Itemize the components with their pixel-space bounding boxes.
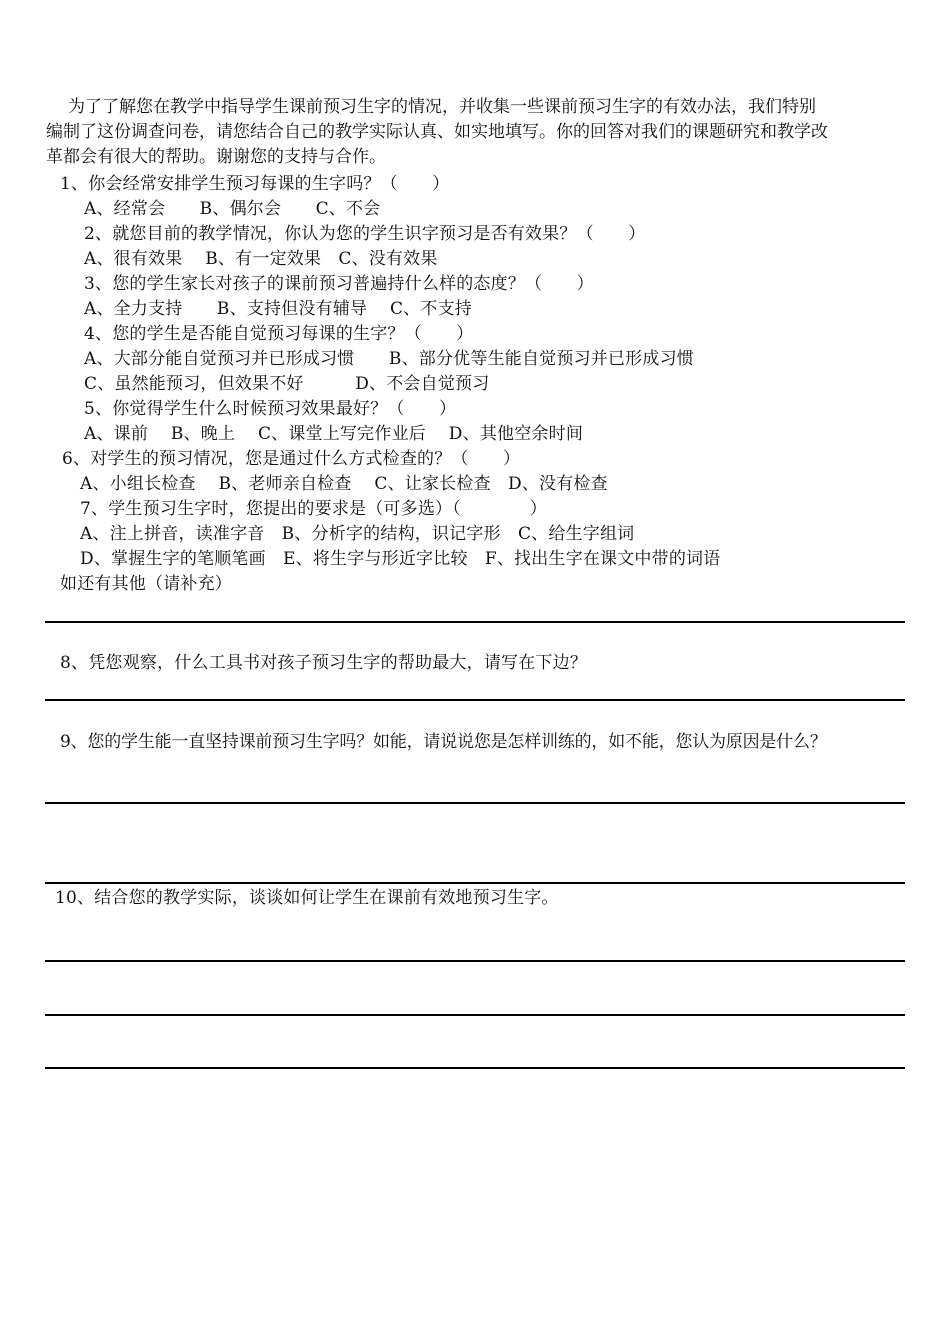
answer-line[interactable]: [45, 621, 905, 623]
intro-line: 编制了这份调查问卷，请您结合自己的教学实际认真、如实地填写。你的回答对我们的课题研究和教学改: [46, 122, 828, 142]
question-6-options: A、小组长检查 B、老师亲自检查 C、让家长检查 D、没有检查: [80, 474, 608, 494]
answer-line[interactable]: [45, 802, 905, 804]
question-9: 9、您的学生能一直坚持课前预习生字吗？如能，请说说您是怎样训练的，如不能，您认为原因是什么？: [60, 732, 827, 752]
question-3: 3、您的学生家长对孩子的课前预习普遍持什么样的态度？（ ）: [84, 274, 594, 294]
question-3-options: A、全力支持 B、支持但没有辅导 C、不支持: [84, 299, 472, 319]
question-7-other-prompt: 如还有其他（请补充）: [60, 574, 232, 594]
intro-line: 革都会有很大的帮助。谢谢您的支持与合作。: [46, 147, 386, 167]
question-10: 10、结合您的教学实际，谈谈如何让学生在课前有效地预习生字。: [55, 888, 559, 908]
question-5-options: A、课前 B、晚上 C、课堂上写完作业后 D、其他空余时间: [84, 424, 584, 444]
answer-line[interactable]: [45, 882, 905, 884]
question-1-options: A、经常会 B、偶尔会 C、不会: [84, 199, 381, 219]
question-4-options: A、大部分能自觉预习并已形成习惯 B、部分优等生能自觉预习并已形成习惯: [84, 349, 694, 369]
question-5: 5、你觉得学生什么时候预习效果最好？（ ）: [84, 399, 457, 419]
answer-line[interactable]: [45, 1014, 905, 1016]
question-8: 8、凭您观察，什么工具书对孩子预习生字的帮助最大，请写在下边？: [60, 653, 588, 673]
intro-line: 为了了解您在教学中指导学生课前预习生字的情况，并收集一些课前预习生字的有效办法，我们特别: [68, 97, 816, 117]
question-2: 2、就您目前的教学情况，你认为您的学生识字预习是否有效果？（ ）: [84, 224, 646, 244]
question-7: 7、学生预习生字时，您提出的要求是（可多选）（ ）: [80, 499, 547, 519]
answer-line[interactable]: [45, 1067, 905, 1069]
answer-line[interactable]: [45, 699, 905, 701]
question-2-options: A、很有效果 B、有一定效果 C、没有效果: [84, 249, 438, 269]
answer-line[interactable]: [45, 960, 905, 962]
question-7-options: A、注上拼音，读准字音 B、分析字的结构，识记字形 C、给生字组词: [80, 524, 635, 544]
intro-paragraph: [46, 95, 910, 170]
question-1: 1、你会经常安排学生预习每课的生字吗？（ ）: [60, 174, 450, 194]
question-4: 4、您的学生是否能自觉预习每课的生字？（ ）: [84, 324, 474, 344]
question-6: 6、对学生的预习情况，您是通过什么方式检查的？（ ）: [62, 449, 521, 469]
question-4-options: C、虽然能预习，但效果不好 D、不会自觉预习: [84, 374, 490, 394]
question-7-options: D、掌握生字的笔顺笔画 E、将生字与形近字比较 F、找出生字在课文中带的词语: [80, 549, 721, 569]
